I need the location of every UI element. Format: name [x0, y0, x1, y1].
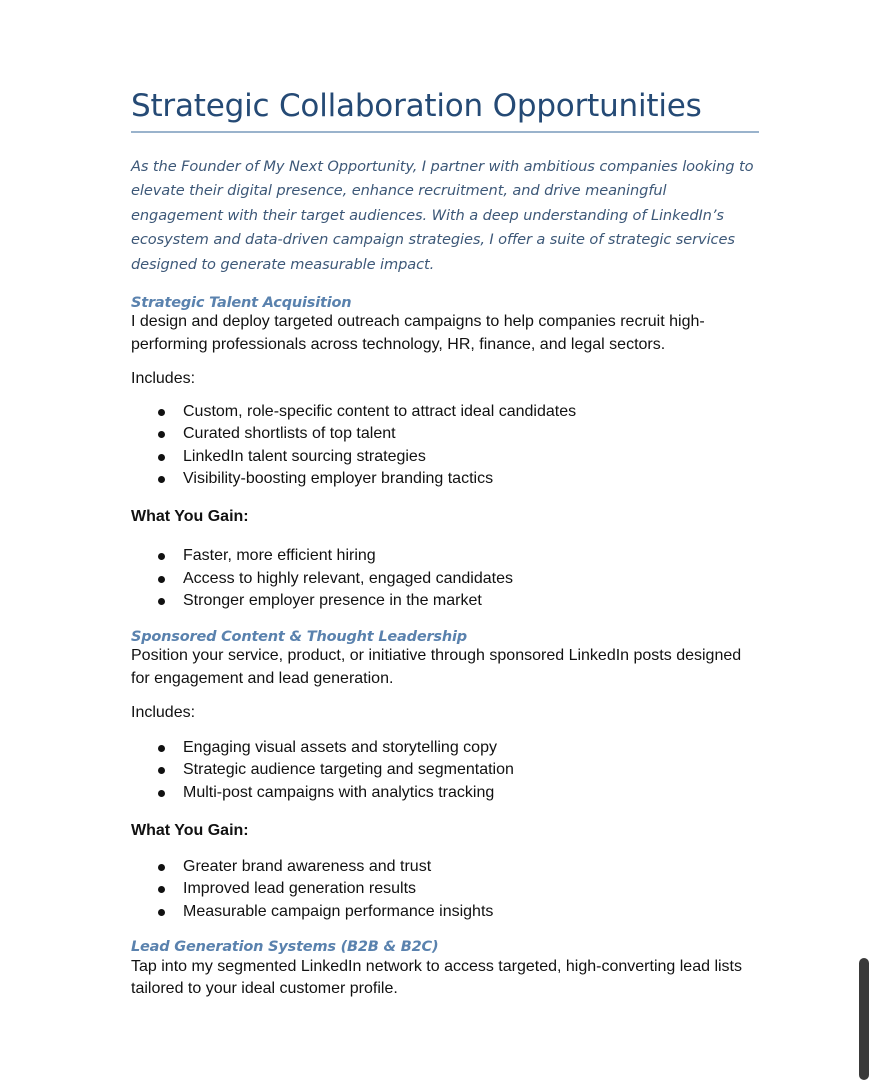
list-item-text: Engaging visual assets and storytelling copy: [183, 739, 497, 757]
list-item-text: Access to highly relevant, engaged candidates: [183, 569, 513, 587]
gains-list: [131, 856, 759, 923]
section-sponsored-content: [131, 629, 759, 923]
page-title: Strategic Collaboration Opportunities: [131, 88, 759, 133]
list-item: [131, 590, 759, 612]
bullet-icon: [158, 909, 165, 916]
section-lead-generation: [131, 939, 759, 1001]
gains-list: [131, 545, 759, 612]
section-heading: Sponsored Content & Thought Leadership: [131, 629, 467, 646]
section-description: Tap into my segmented LinkedIn network to access targeted, high-converting lead lists tailored to your ideal customer profile.: [131, 957, 742, 998]
what-you-gain-label: What You Gain:: [131, 822, 249, 839]
list-item: [131, 423, 759, 445]
list-item: [131, 759, 759, 781]
bullet-icon: [158, 790, 165, 797]
bullet-icon: [158, 745, 165, 752]
list-item: [131, 468, 759, 490]
bullet-icon: [158, 476, 165, 483]
section-heading: Strategic Talent Acquisition: [131, 295, 352, 312]
bullet-icon: [158, 598, 165, 605]
bullet-icon: [158, 886, 165, 893]
list-item-text: Strategic audience targeting and segmentation: [183, 761, 514, 779]
document-body: [131, 88, 759, 1001]
list-item: [131, 878, 759, 900]
bullet-icon: [158, 864, 165, 871]
list-item-text: Improved lead generation results: [183, 880, 417, 898]
list-item: [131, 401, 759, 423]
list-item-text: Multi-post campaigns with analytics tracking: [183, 783, 495, 801]
intro-paragraph: As the Founder of My Next Opportunity, I partner with ambitious companies looking to elevate their digital presence, enhance recruitment, and drive meaningful engagement with their target audiences. With a deep understanding of LinkedIn’s ecosystem and data-driven campaign strategies, I offer a suite of strategic services designed to generate measurable impact.: [131, 158, 754, 273]
includes-label: Includes:: [131, 370, 196, 388]
section-talent-acquisition: [131, 295, 759, 612]
includes-label: Includes:: [131, 704, 196, 722]
list-item-text: Faster, more efficient hiring: [183, 547, 376, 565]
list-item: [131, 446, 759, 468]
list-item: [131, 545, 759, 567]
list-item-text: Greater brand awareness and trust: [183, 858, 432, 875]
bullet-icon: [158, 409, 165, 416]
list-item-text: Visibility-boosting employer branding tactics: [183, 469, 494, 487]
bullet-icon: [158, 454, 165, 461]
section-description: Position your service, product, or initiative through sponsored LinkedIn posts designed for engagement and lead generation.: [131, 647, 742, 687]
list-item: [131, 856, 759, 878]
list-item: [131, 901, 759, 923]
list-item-text: LinkedIn talent sourcing strategies: [183, 447, 426, 465]
list-item: [131, 568, 759, 590]
bullet-icon: [158, 431, 165, 438]
list-item-text: Stronger employer presence in the market: [183, 591, 482, 609]
bullet-icon: [158, 553, 165, 560]
list-item: [131, 782, 759, 804]
what-you-gain-label: What You Gain:: [131, 508, 249, 526]
includes-list: [131, 401, 759, 490]
section-heading: Lead Generation Systems (B2B & B2C): [131, 938, 439, 955]
bullet-icon: [158, 576, 165, 583]
bullet-icon: [158, 767, 165, 774]
includes-list: [131, 737, 759, 804]
list-item-text: Curated shortlists of top talent: [183, 425, 396, 443]
list-item: [131, 737, 759, 759]
list-item-text: Custom, role-specific content to attract ideal candidates: [183, 403, 577, 421]
section-description: I design and deploy targeted outreach campaigns to help companies recruit high-performing professionals across technology, HR, finance, and legal sectors.: [131, 313, 705, 353]
scrollbar-thumb[interactable]: [859, 958, 869, 1080]
list-item-text: Measurable campaign performance insights: [183, 902, 494, 920]
